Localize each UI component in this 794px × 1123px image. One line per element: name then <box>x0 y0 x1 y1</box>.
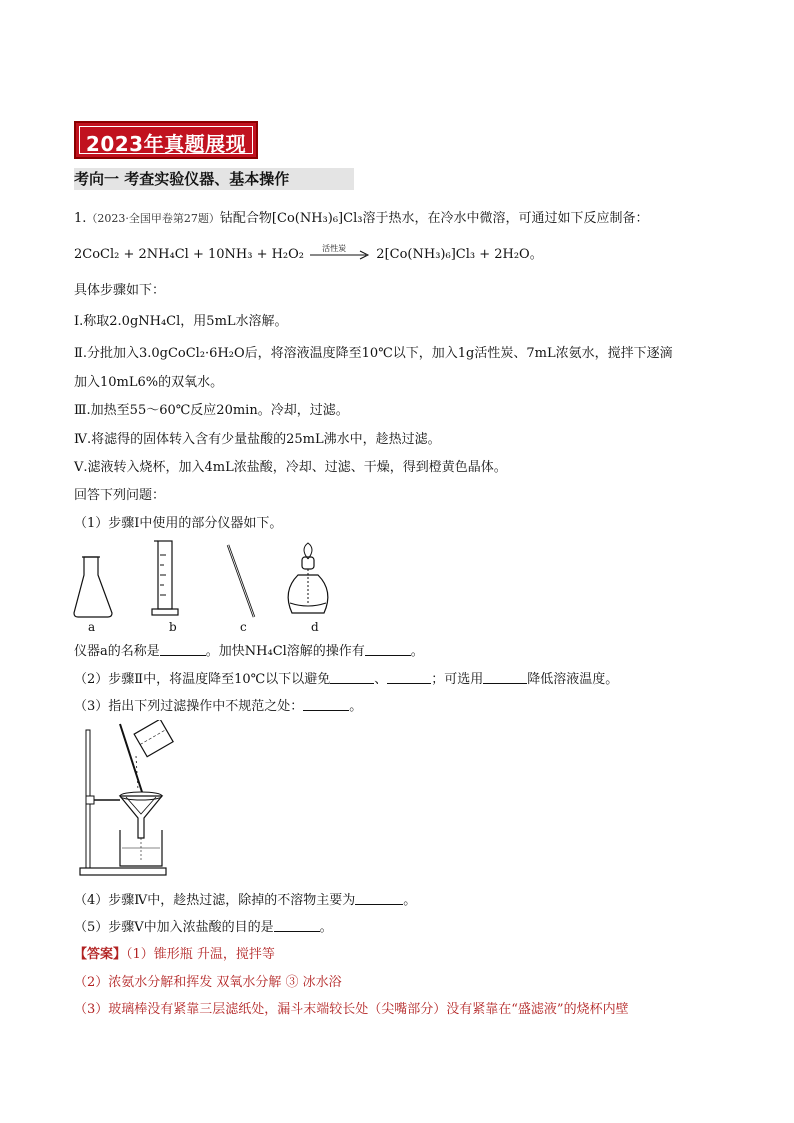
instrument-label-a: a <box>88 620 96 634</box>
blank-avoid-1[interactable] <box>330 670 374 684</box>
question-number: 1. <box>74 211 87 226</box>
blank-insoluble[interactable] <box>355 891 403 905</box>
answer-line-1 <box>74 946 275 964</box>
sub2-text-c: ；可选用 <box>431 672 484 687</box>
complex-formula: [Co(NH₃)₆]Cl₃ <box>271 211 363 226</box>
sub1-text-c: 。 <box>410 644 424 659</box>
blank-acid-purpose[interactable] <box>274 918 320 932</box>
sub-question-1-blanks <box>74 642 424 661</box>
step-3: Ⅲ.加热至55～60℃反应20min。冷却，过滤。 <box>74 403 349 418</box>
sub1-text-b: 。加快NH₄Cl溶解的操作有 <box>205 644 365 659</box>
alcohol-lamp-drawing <box>288 543 328 613</box>
blank-dissolve-method[interactable] <box>365 642 411 656</box>
glass-rod-drawing <box>228 545 254 617</box>
filtration-apparatus-figure <box>76 720 186 880</box>
blank-cooling[interactable] <box>483 670 527 684</box>
sub-question-1: （1）步骤Ⅰ中使用的部分仪器如下。 <box>74 516 283 531</box>
conical-flask-drawing <box>74 557 112 617</box>
sub-question-5 <box>74 918 333 937</box>
step-2-line-2: 加入10mL6%的双氧水。 <box>74 375 224 390</box>
steps-title: 具体步骤如下： <box>74 283 166 298</box>
blank-avoid-2[interactable] <box>387 670 431 684</box>
sub3-text-a: （3）指出下列过滤操作中不规范之处： <box>74 699 304 714</box>
step-5: Ⅴ.滤液转入烧杯，加入4mL浓盐酸，冷却、过滤、干燥，得到橙黄色晶体。 <box>74 460 507 475</box>
instruments-figure <box>70 535 360 625</box>
answer-2: （2）浓氨水分解和挥发 双氧水分解 ③ 冰水浴 <box>74 975 342 990</box>
question-intro <box>74 210 648 228</box>
sub4-text-a: （4）步骤Ⅳ中，趁热过滤，除掉的不溶物主要为 <box>74 893 356 908</box>
sub3-text-b: 。 <box>349 699 363 714</box>
catalyst-label: 活性炭 <box>322 243 347 253</box>
sub1-text-a: 仪器a的名称是 <box>74 644 160 659</box>
reaction-equation <box>74 243 543 264</box>
blank-filtration-issue[interactable] <box>303 697 349 711</box>
instrument-label-c: c <box>240 620 247 634</box>
answer-prompt: 回答下列问题： <box>74 488 166 503</box>
graduated-cylinder-drawing <box>152 541 178 615</box>
sub5-text-b: 。 <box>319 920 333 935</box>
intro-text-a: 钴配合物 <box>219 211 272 226</box>
sub-question-2 <box>74 670 618 689</box>
sub4-text-b: 。 <box>403 893 417 908</box>
answer-tag: 【答案】 <box>74 947 127 962</box>
sub-question-4 <box>74 891 416 910</box>
step-1: Ⅰ.称取2.0gNH₄Cl，用5mL水溶解。 <box>74 314 288 329</box>
instrument-label-d: d <box>311 620 319 634</box>
answer-1: （1）锥形瓶 升温，搅拌等 <box>126 947 275 962</box>
year-banner <box>74 121 258 159</box>
sub2-text-a: （2）步骤Ⅱ中，将温度降至10℃以下以避免 <box>74 672 331 687</box>
equation-right: 2[Co(NH₃)₆]Cl₃ + 2H₂O。 <box>376 247 543 262</box>
sub2-text-b: 、 <box>374 672 388 687</box>
equation-left: 2CoCl₂ + 2NH₄Cl + 10NH₃ + H₂O₂ <box>74 247 305 262</box>
reaction-arrow <box>308 243 372 262</box>
sub2-text-d: 降低溶液温度。 <box>527 672 619 687</box>
answer-3: （3）玻璃棒没有紧靠三层滤纸处，漏斗末端较长处（尖嘴部分）没有紧靠在“盛滤液”的烧杯内壁 <box>74 1002 629 1017</box>
banner-title: 2023年真题展现 <box>85 132 247 156</box>
blank-flask-name[interactable] <box>160 642 206 656</box>
step-2-line-1: Ⅱ.分批加入3.0gCoCl₂·6H₂O后，将溶液温度降至10℃以下，加入1g活性炭、7mL浓氨水，搅拌下逐滴 <box>74 346 673 361</box>
intro-text-b: 溶于热水，在冷水中微溶，可通过如下反应制备： <box>362 211 649 226</box>
sub-question-3 <box>74 697 362 716</box>
instrument-label-b: b <box>169 620 177 634</box>
question-source: （2023·全国甲卷第27题） <box>86 212 220 225</box>
sub5-text-a: （5）步骤Ⅴ中加入浓盐酸的目的是 <box>74 920 274 935</box>
step-4: Ⅳ.将滤得的固体转入含有少量盐酸的25mL沸水中，趁热过滤。 <box>74 432 441 447</box>
section-heading: 考向一 考查实验仪器、基本操作 <box>74 168 354 190</box>
